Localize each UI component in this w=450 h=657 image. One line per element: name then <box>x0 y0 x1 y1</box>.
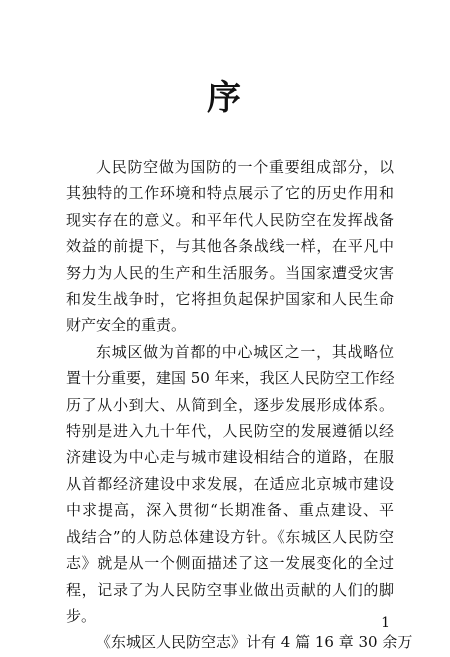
text-line: 战结合”的人防总体建设方针。《东城区人民防空 <box>66 527 394 546</box>
page-title: 序 <box>207 78 243 118</box>
text-line: 历了从小到大、从简到全，逐步发展形成体系。 <box>66 395 394 414</box>
text-line: 志》就是从一个侧面描述了这一发展变化的全过 <box>66 554 394 573</box>
text-line: 效益的前提下，与其他各条战线一样，在平凡中 <box>66 237 394 256</box>
text-line: 人民防空做为国防的一个重要组成部分，以 <box>96 158 394 176</box>
page-number: 1 <box>381 615 390 631</box>
text-line: 步。 <box>66 606 97 625</box>
text-line: 置十分重要，建国 50 年来，我区人民防空工作经 <box>66 369 395 388</box>
text-line: 特别是进入九十年代，人民防空的发展遵循以经 <box>66 422 394 441</box>
text-line: 程，记录了为人民防空事业做出贡献的人们的脚 <box>66 580 394 599</box>
text-line: 财产安全的重责。 <box>66 316 187 335</box>
text-line: 努力为人民的生产和生活服务。当国家遭受灾害 <box>66 263 394 282</box>
text-line: 和发生战争时，它将担负起保护国家和人民生命 <box>66 290 394 309</box>
text-line: 中求提高，深入贯彻“长期准备、重点建设、平 <box>66 501 394 520</box>
text-line: 济建设为中心走与城市建设相结合的道路，在服 <box>66 448 394 467</box>
text-line: 《东城区人民防空志》计有 4 篇 16 章 30 余万 <box>96 633 413 652</box>
text-line: 东城区做为首都的中心城区之一，其战略位 <box>96 342 394 361</box>
body-text <box>66 154 413 656</box>
text-line: 现实存在的意义。和平年代人民防空在发挥战备 <box>66 210 394 229</box>
text-line: 从首都经济建设中求发展，在适应北京城市建设 <box>66 474 394 493</box>
text-line: 其独特的工作环境和特点展示了它的历史作用和 <box>66 184 394 203</box>
